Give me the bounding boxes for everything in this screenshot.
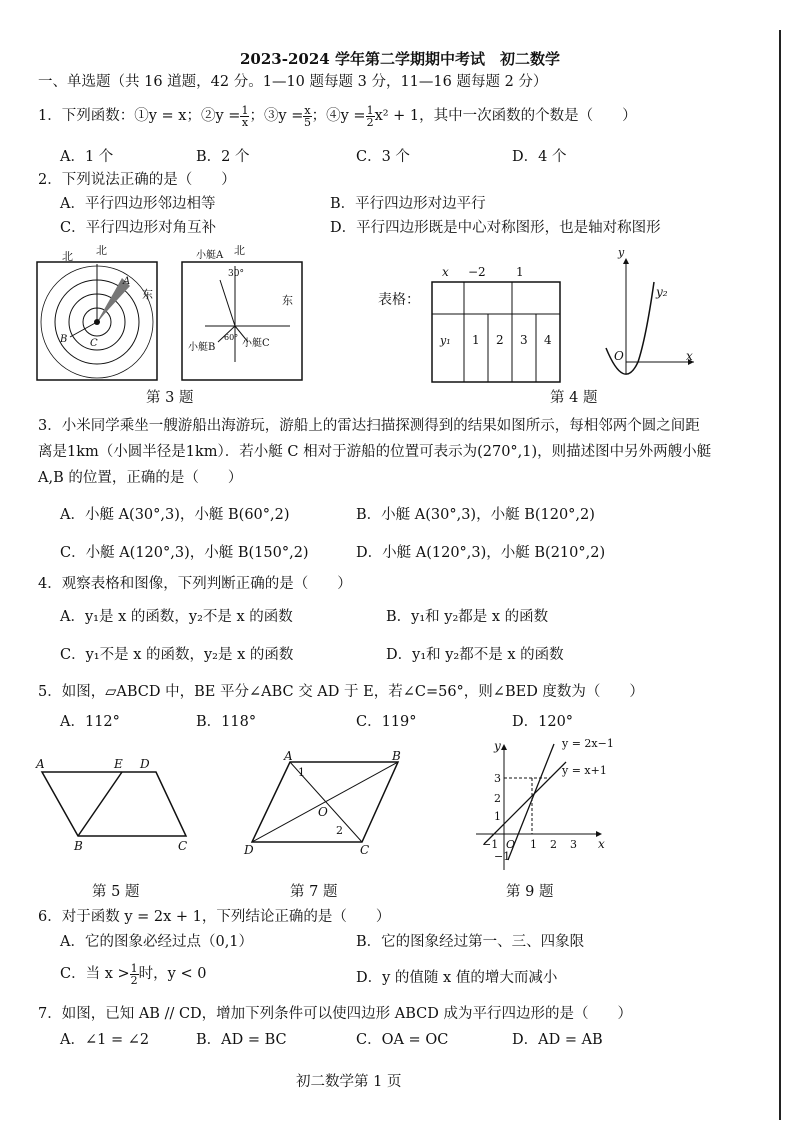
figure-4-caption: 第 4 题 — [550, 390, 598, 406]
q3-option-a[interactable]: A．小艇 A(30°,3)，小艇 B(60°,2) — [60, 507, 290, 523]
fig4-table-label: 表格： — [378, 292, 420, 308]
q1-option-a[interactable]: A．1 个 — [60, 149, 114, 165]
fig4-graph-x: x — [686, 349, 693, 363]
q1-option-c[interactable]: C．3 个 — [356, 149, 410, 165]
radar-diagram — [37, 262, 157, 380]
q6-option-d[interactable]: D．y 的值随 x 值的增大而减小 — [356, 970, 558, 986]
q4-option-c[interactable]: C．y₁不是 x 的函数，y₂是 x 的函数 — [60, 647, 294, 663]
q3-option-c[interactable]: C．小艇 A(120°,3)，小艇 B(150°,2) — [60, 545, 309, 561]
q2-option-d[interactable]: D．平行四边形既是中心对称图形，也是轴对称图形 — [330, 220, 661, 236]
fig9-line2: y = x+1 — [562, 764, 607, 777]
fig5-d: D — [140, 757, 150, 771]
q3-option-b[interactable]: B．小艇 A(30°,3)，小艇 B(120°,2) — [356, 507, 595, 523]
fig4-graph-y: y — [618, 246, 625, 259]
parallelogram-abcd — [42, 772, 186, 836]
fig3-boat-c: 小艇C — [242, 338, 270, 349]
q6-option-c[interactable]: C．当 x > $\frac{1}{2}$ 时，y < 0 — [60, 961, 207, 987]
fig9-tick-y3: 3 — [494, 772, 501, 785]
fig9-tick-x1: 1 — [530, 838, 537, 851]
quadrilateral-abcd — [252, 762, 398, 842]
q6-option-b[interactable]: B．它的图象经过第一、三、四象限 — [356, 934, 585, 950]
figure-3 — [30, 242, 330, 392]
q2-option-c[interactable]: C．平行四边形对角互补 — [60, 220, 217, 236]
fig9-tick-y1: 1 — [494, 810, 501, 823]
fig3-label-b: B — [60, 334, 68, 345]
question-3-line3: A,B 的位置，正确的是（ ） — [38, 470, 243, 486]
boat-diagram — [182, 262, 302, 380]
fig7-angle-2: 2 — [336, 824, 343, 837]
fig7-b: B — [392, 749, 401, 763]
fig4-graph-y2: y₂ — [656, 285, 668, 299]
q4-option-a[interactable]: A．y₁是 x 的函数，y₂不是 x 的函数 — [60, 609, 293, 625]
fig3-east-a: 东 — [142, 288, 153, 301]
question-2-stem: 2．下列说法正确的是（ ） — [38, 172, 236, 188]
q7-option-c[interactable]: C．OA = OC — [356, 1032, 449, 1048]
fig4-y-val-3: 3 — [520, 333, 528, 347]
q4-option-d[interactable]: D．y₁和 y₂都不是 x 的函数 — [386, 647, 564, 663]
fig4-y-val-4: 4 — [544, 333, 552, 347]
fig9-tick-x2: 2 — [550, 838, 557, 851]
fig3-north-b: 北 — [96, 244, 107, 257]
question-6-stem: 6．对于函数 y = 2x + 1，下列结论正确的是（ ） — [38, 909, 391, 925]
fig4-x-val-2: 1 — [516, 265, 524, 279]
fig7-angle-1: 1 — [298, 766, 305, 779]
fig3-label-a: A — [123, 276, 131, 287]
q7-option-b[interactable]: B．AD = BC — [196, 1032, 287, 1048]
q5-option-d[interactable]: D．120° — [512, 714, 574, 730]
page-footer: 初二数学第 1 页 — [296, 1074, 402, 1090]
q7-option-a[interactable]: A．∠1 = ∠2 — [60, 1032, 150, 1048]
value-table — [432, 282, 560, 382]
q2-option-a[interactable]: A．平行四边形邻边相等 — [60, 196, 216, 212]
fig5-c: C — [178, 839, 188, 853]
q4-option-b[interactable]: B．y₁和 y₂都是 x 的函数 — [386, 609, 549, 625]
fig5-a: A — [36, 757, 45, 771]
fig3-north-b2: 北 — [234, 244, 245, 257]
question-5-stem: 5．如图，▱ABCD 中，BE 平分∠ABC 交 AD 于 E，若∠C=56°，则∠BED 度数为（ ） — [38, 684, 644, 700]
fig9-x: x — [598, 837, 605, 851]
fig3-boat-a: 小艇A — [196, 250, 224, 261]
fig4-y-val-1: 1 — [472, 333, 480, 347]
fig9-tick-y2: 2 — [494, 792, 501, 805]
fig4-graph-o: O — [614, 349, 624, 363]
fig4-x-val-1: −2 — [468, 265, 486, 279]
q1-option-d[interactable]: D．4 个 — [512, 149, 567, 165]
q5-option-c[interactable]: C．119° — [356, 714, 417, 730]
figure-9-caption: 第 9 题 — [506, 884, 554, 900]
figure-7-caption: 第 7 题 — [290, 884, 338, 900]
q3-option-d[interactable]: D．小艇 A(120°,3)，小艇 B(210°,2) — [356, 545, 606, 561]
figure-7 — [238, 748, 418, 858]
fig3-east-b: 东 — [282, 294, 293, 307]
question-4-stem: 4．观察表格和图像，下列判断正确的是（ ） — [38, 576, 352, 592]
fig3-north-a: 北 — [62, 250, 73, 263]
fig9-tick-xm1: −1 — [482, 838, 499, 851]
exam-title: 2023-2024 学年第二学期期中考试 初二数学 — [240, 50, 560, 68]
q6-option-a[interactable]: A．它的图象必经过点（0,1） — [60, 934, 254, 950]
fig4-y-val-2: 2 — [496, 333, 504, 347]
q1-option-b[interactable]: B．2 个 — [196, 149, 250, 165]
fig5-b: B — [74, 839, 83, 853]
figure-9 — [470, 736, 630, 874]
question-7-stem: 7．如图，已知 AB // CD，增加下列条件可以使四边形 ABCD 成为平行四边形的是（ ） — [38, 1006, 633, 1022]
fig3-boat-b: 小艇B — [188, 342, 216, 353]
fig4-x-head: x — [442, 265, 449, 279]
fig7-d: D — [244, 843, 254, 857]
fig4-y-head: y₁ — [440, 334, 451, 347]
section-heading: 一、单选题（共 16 道题，42 分。1—10 题每题 3 分，11—16 题每题 2 分） — [38, 74, 548, 90]
question-1-stem: 1．下列函数：①y = x；②y = $\frac{1}{x}$ ；③y = $\frac{x}{5}$ ；④y = $\frac{1}{2}$ x² + 1，其中一次函数的个数是（ ） — [38, 103, 637, 129]
q5-option-b[interactable]: B．118° — [196, 714, 257, 730]
fig3-angle-60: 60° — [224, 333, 239, 342]
fig9-tick-x3: 3 — [570, 838, 577, 851]
fig7-c: C — [360, 843, 370, 857]
fig5-e: E — [114, 757, 123, 771]
figure-3-caption: 第 3 题 — [146, 390, 194, 406]
fig3-label-c: C — [90, 338, 98, 349]
question-3-line1: 3．小米同学乘坐一艘游船出海游玩，游船上的雷达扫描探测得到的结果如图所示，每相邻两个圆之间距 — [38, 418, 700, 434]
question-3-line2: 离是1km（小圆半径是1km）．若小艇 C 相对于游船的位置可表示为(270°,1)，则描述图中另外两艘小艇 — [38, 444, 712, 460]
page-edge-line — [779, 30, 781, 1120]
q7-option-d[interactable]: D．AD = AB — [512, 1032, 603, 1048]
q5-option-a[interactable]: A．112° — [60, 714, 120, 730]
fig9-y: y — [494, 739, 501, 753]
figure-5-caption: 第 5 题 — [92, 884, 140, 900]
fig7-o: O — [318, 805, 328, 819]
fig9-tick-ym1: −1 — [494, 850, 511, 863]
figure-5 — [30, 752, 210, 856]
fig9-o: O — [506, 838, 516, 851]
fig9-line1: y = 2x−1 — [562, 737, 614, 750]
q2-option-b[interactable]: B．平行四边形对边平行 — [330, 196, 486, 212]
fig7-a: A — [284, 749, 293, 763]
fig3-angle-30: 30° — [228, 269, 244, 279]
figure-4 — [370, 242, 710, 392]
